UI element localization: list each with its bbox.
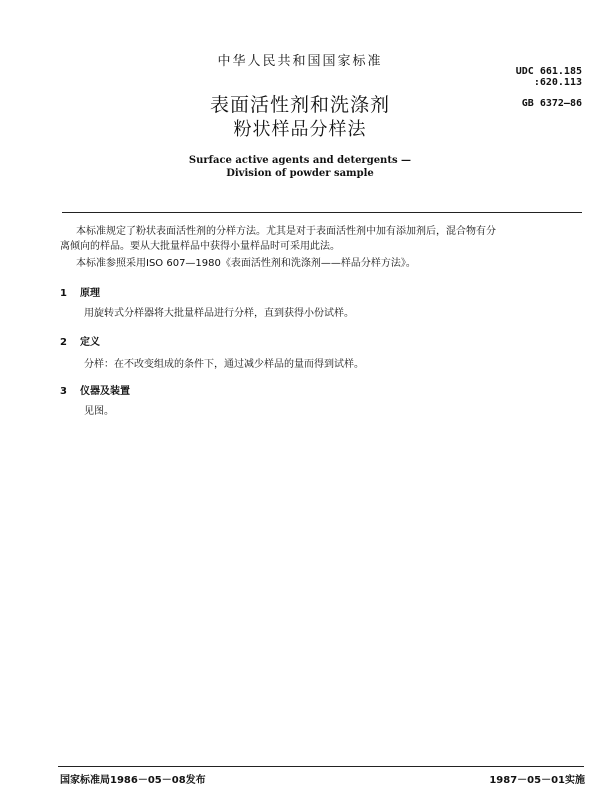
intro-line-1: 本标准规定了粉状表面活性剂的分样方法。尤其是对于表面活性剂中加有添加剂后，混合物有分 bbox=[76, 226, 496, 237]
standard-type-heading: 中华人民共和国国家标准 bbox=[217, 54, 383, 69]
udc-line-2: :620.113 bbox=[533, 77, 582, 88]
section-2-text: 分样：在不改变组成的条件下，通过减少样品的量而得到试样。 bbox=[84, 359, 364, 370]
udc-code bbox=[472, 66, 582, 88]
intro-paragraph bbox=[60, 224, 585, 254]
section-1-text: 用旋转式分样器将大批量样品进行分样，直到获得小份试样。 bbox=[84, 308, 354, 319]
document-title-line-1: 表面活性剂和洗涤剂 bbox=[209, 94, 390, 116]
english-title-line-1: Surface active agents and detergents — bbox=[188, 155, 412, 166]
section-title: 定义 bbox=[80, 337, 100, 348]
document-title-line-2: 粉状样品分样法 bbox=[233, 119, 367, 140]
english-title-line-2: Division of powder sample bbox=[226, 168, 374, 179]
issue-date: 国家标准局1986－05－08发布 bbox=[60, 775, 206, 786]
section-title: 仪器及装置 bbox=[80, 386, 130, 397]
section-3-heading bbox=[60, 382, 130, 397]
section-3-text: 见图。 bbox=[84, 406, 114, 417]
intro-line-2: 离倾向的样品。要从大批量样品中获得小量样品时可采用此法。 bbox=[60, 241, 340, 252]
effective-date: 1987－05－01实施 bbox=[489, 775, 585, 786]
section-number: 2 bbox=[60, 337, 67, 348]
section-title: 原理 bbox=[80, 288, 100, 299]
header-divider bbox=[62, 212, 582, 213]
gb-number: GB 6372—86 bbox=[521, 98, 582, 109]
footer-divider bbox=[58, 766, 584, 767]
udc-line-1: UDC 661.185 bbox=[515, 66, 582, 77]
section-1-heading bbox=[60, 284, 100, 299]
adoption-paragraph: 本标准参照采用ISO 607—1980《表面活性剂和洗涤剂——样品分样方法》。 bbox=[76, 258, 416, 269]
section-2-heading bbox=[60, 333, 100, 348]
section-number: 1 bbox=[60, 288, 67, 299]
section-number: 3 bbox=[60, 386, 67, 397]
